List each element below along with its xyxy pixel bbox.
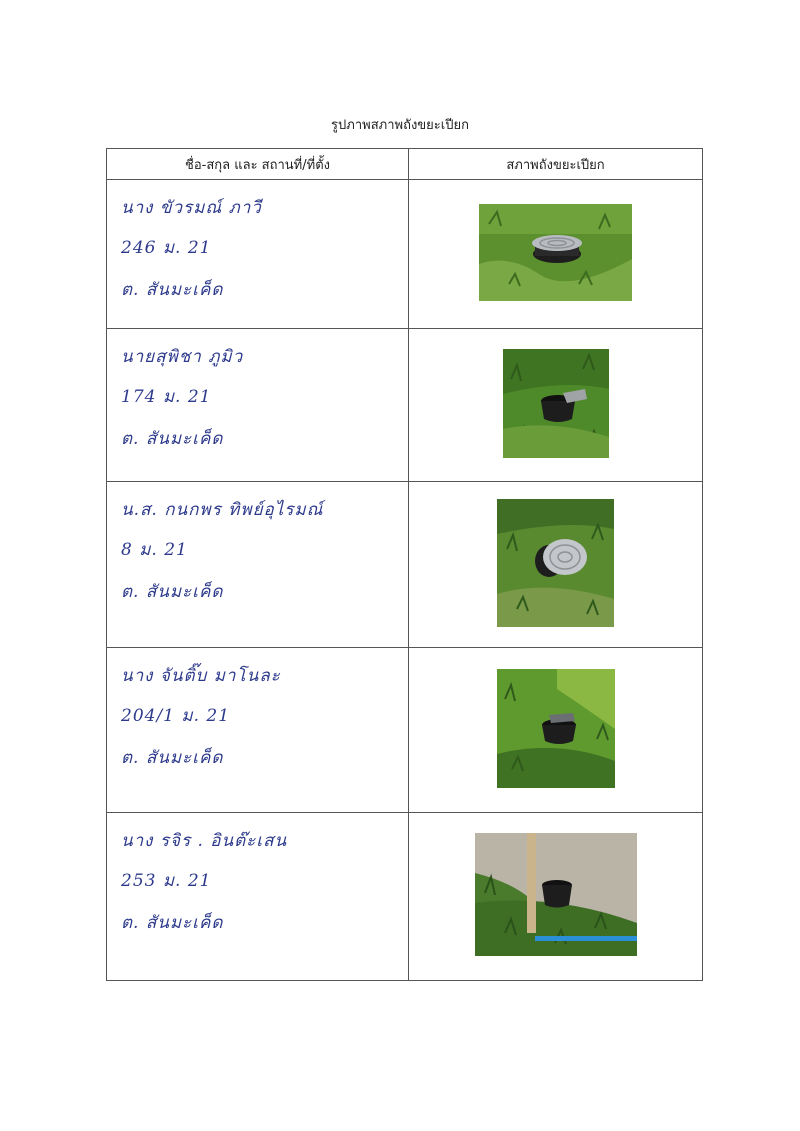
- table-row: [107, 813, 703, 981]
- photo-cell: [409, 482, 703, 648]
- bin-condition-table: [106, 148, 703, 981]
- subdistrict: ต. สันมะเค็ด: [121, 748, 224, 768]
- subdistrict: ต. สันมะเค็ด: [121, 582, 224, 602]
- name-location-cell: [107, 482, 409, 648]
- resident-name: นายสุพิชา ภูมิว: [121, 347, 244, 367]
- name-location-cell: [107, 813, 409, 981]
- house-address: 246 ม. 21: [121, 238, 212, 258]
- black-bin-photo: [497, 669, 615, 788]
- subdistrict: ต. สันมะเค็ด: [121, 913, 224, 933]
- black-bin-photo: [503, 349, 609, 458]
- photo-cell: [409, 813, 703, 981]
- page-title: รูปภาพสภาพถังขยะเปียก: [331, 118, 469, 133]
- subdistrict: ต. สันมะเค็ด: [121, 429, 224, 449]
- name-location-cell: [107, 329, 409, 482]
- house-address: 174 ม. 21: [121, 387, 212, 407]
- bin-with-lid-photo: [497, 499, 614, 627]
- house-address: 253 ม. 21: [121, 871, 212, 891]
- green-bin-with-lid-photo: [479, 204, 632, 301]
- table-row: [107, 482, 703, 648]
- header-bin-condition: สภาพถังขยะเปียก: [409, 149, 703, 180]
- resident-name: นาง รจิร . อินต๊ะเสน: [121, 831, 288, 851]
- table-row: [107, 329, 703, 482]
- house-address: 204/1 ม. 21: [121, 706, 231, 726]
- name-location-cell: [107, 180, 409, 329]
- table-header-row: [107, 149, 703, 180]
- header-name-location: ชื่อ-สกุล และ สถานที่/ที่ตั้ง: [107, 149, 409, 180]
- photo-cell: [409, 329, 703, 482]
- house-address: 8 ม. 21: [121, 540, 188, 560]
- photo-cell: [409, 648, 703, 813]
- subdistrict: ต. สันมะเค็ด: [121, 280, 224, 300]
- table-row: [107, 648, 703, 813]
- resident-name: น.ส. กนกพร ทิพย์อุไรมณ์: [121, 500, 324, 520]
- table-row: [107, 180, 703, 329]
- bin-near-post-photo: [475, 833, 637, 956]
- photo-cell: [409, 180, 703, 329]
- resident-name: นาง ขัวรมณ์ ภาวี: [121, 198, 262, 218]
- resident-name: นาง จันติ๊บ มาโนละ: [121, 666, 281, 686]
- name-location-cell: [107, 648, 409, 813]
